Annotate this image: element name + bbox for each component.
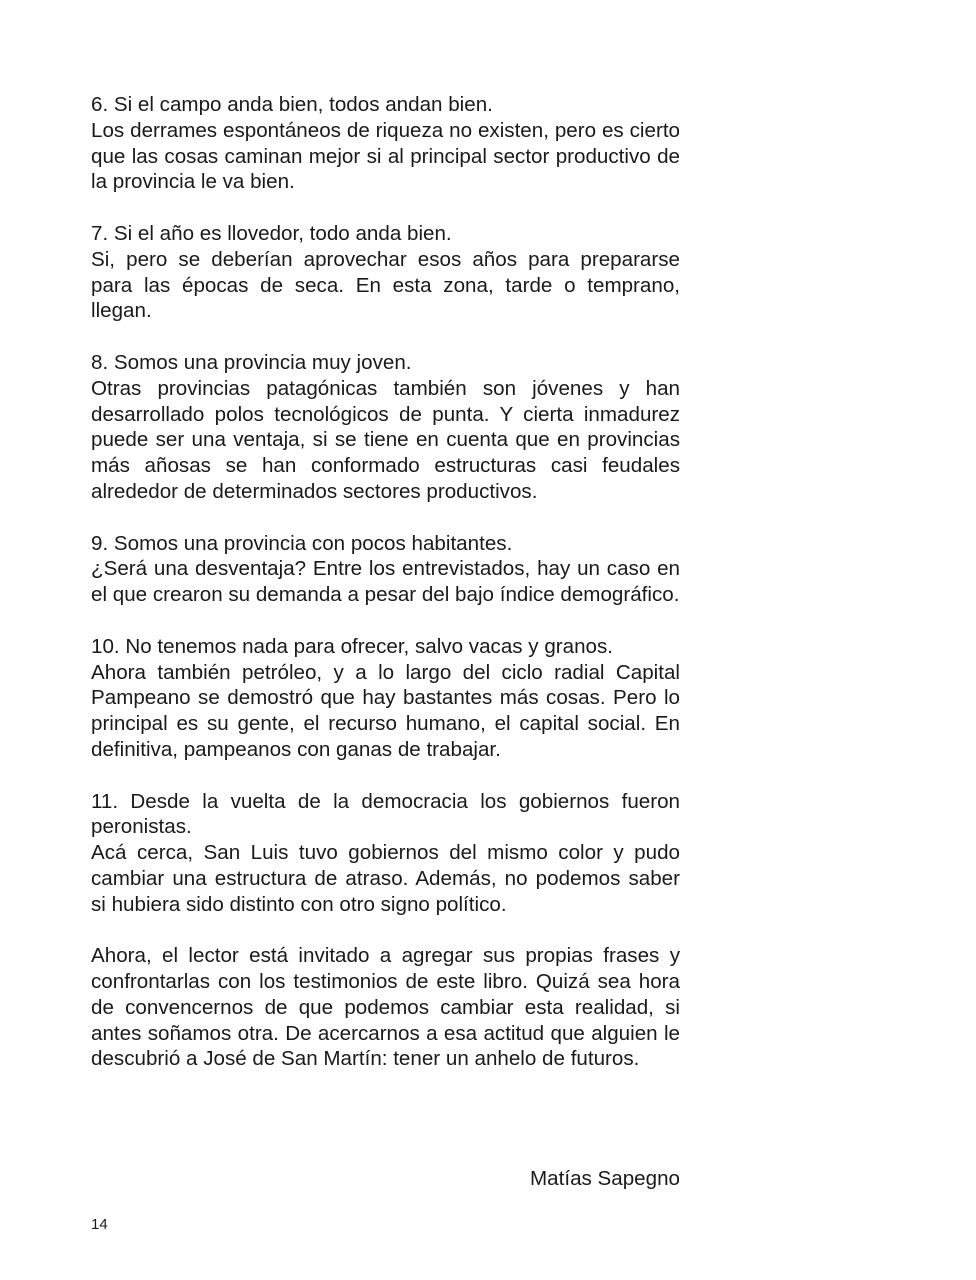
author-signature: Matías Sapegno [530,1167,680,1190]
section-body: Otras provincias patagónicas también son jóvenes y han desarrollado polos tecnológicos de punta. Y cierta inmadurez puede ser una ventaja, si se tiene en cuenta que en provincias más añosas se han conformado estructuras casi feudales alrededor de determinados sectores productivos. [91,376,680,503]
section-heading: 9. Somos una provincia con pocos habitantes. [91,531,513,555]
section-heading: 8. Somos una provincia muy joven. [91,350,412,374]
section-body: Si, pero se deberían aprovechar esos años para prepararse para las épocas de seca. En esta zona, tarde o temprano, llegan. [91,247,680,323]
section-heading: 11. Desde la vuelta de la democracia los gobiernos fueron peronistas. [91,789,680,839]
section-body: ¿Será una desventaja? Entre los entrevistados, hay un caso en el que crearon su demanda a pesar del bajo índice demográfico. [91,557,680,607]
section-10 [91,634,680,763]
section-heading: 6. Si el campo anda bien, todos andan bien. [91,93,493,116]
section-7 [91,221,680,324]
section-body: Ahora también petróleo, y a lo largo del ciclo radial Capital Pampeano se demostró que hay bastantes más cosas. Pero lo principal es su gente, el recurso humano, el capital social. En definitiva, pampeanos con ganas de trabajar. [91,660,680,761]
section-6 [91,92,680,195]
closing-section [91,943,680,1072]
page-number: 14 [91,1216,108,1233]
section-heading: 7. Si el año es llovedor, todo anda bien. [91,221,452,245]
section-body: Los derrames espontáneos de riqueza no existen, pero es cierto que las cosas caminan mejor si al principal sector productivo de la provincia le va bien. [91,118,680,194]
page-body [91,92,680,1098]
section-11 [91,789,680,918]
section-9 [91,531,680,608]
section-body: Acá cerca, San Luis tuvo gobiernos del mismo color y pudo cambiar una estructura de atraso. Además, no podemos saber si hubiera sido distinto con otro signo político. [91,841,680,916]
section-heading: 10. No tenemos nada para ofrecer, salvo vacas y granos. [91,634,614,658]
section-8 [91,350,680,505]
closing-paragraph: Ahora, el lector está invitado a agregar sus propias frases y confrontarlas con los testimonios de este libro. Quizá sea hora de convencernos de que podemos cambiar esta realidad, si antes soñamos otra. De acercarnos a esa actitud que alguien le descubrió a José de San Martín: tener un anhelo de futuros. [91,944,680,1071]
